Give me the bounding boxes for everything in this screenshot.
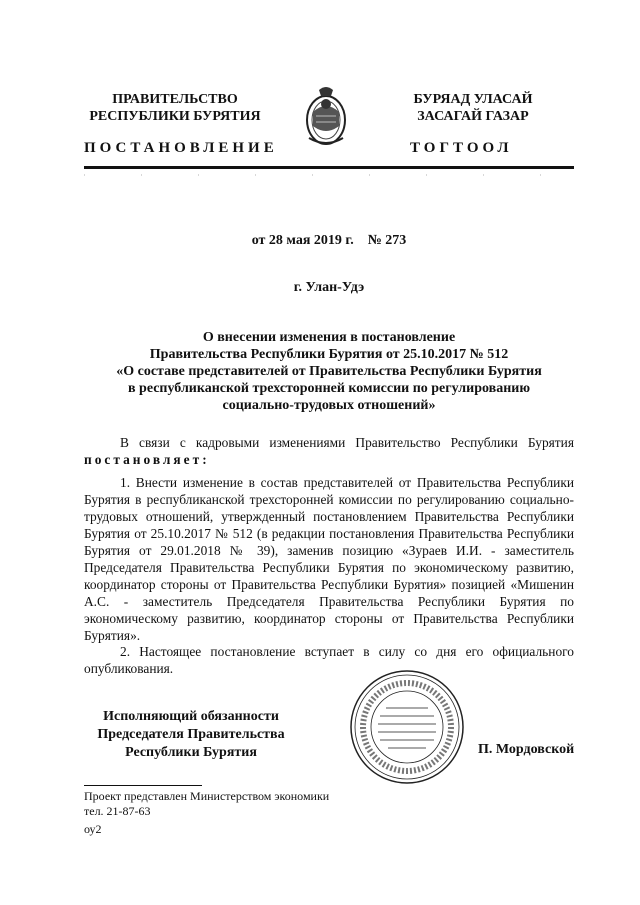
signatory-name: П. Мордовской: [478, 742, 575, 757]
header-left: [70, 91, 280, 125]
document-title: [84, 329, 574, 414]
doctype-right: ТОГТООЛ: [410, 140, 513, 156]
place: г. Улан-Удэ: [293, 280, 365, 295]
intro-paragraph: [84, 434, 574, 468]
header-left-line2: РЕСПУБЛИКИ БУРЯТИЯ: [89, 109, 261, 124]
item-2: 2. Настоящее постановление вступает в силу со дня его официального опубликования.: [84, 644, 574, 676]
title-line: «О составе представителей от Правительства Республики Бурятия: [116, 364, 542, 379]
title-line: в республиканской трехсторонней комиссии по регулированию: [127, 381, 531, 396]
footnote: [84, 789, 329, 819]
title-line: Правительства Республики Бурятия от 25.10.2017 № 512: [149, 347, 509, 362]
header-right-line1: БУРЯАД УЛАСАЙ: [413, 92, 533, 107]
republic-emblem-icon: [301, 82, 351, 150]
title-line: О внесении изменения в постановление: [202, 330, 456, 345]
document-code: оу2: [84, 822, 102, 836]
date-number: от 28 мая 2019 г. № 273: [251, 233, 407, 248]
decree-word: постановляет:: [84, 452, 210, 467]
dotted-divider: [84, 172, 574, 178]
intro-text: В связи с кадровыми изменениями Правительство Республики Бурятия: [120, 435, 574, 450]
header-right: [383, 91, 563, 125]
doctype-left: ПОСТАНОВЛЕНИЕ: [84, 140, 278, 156]
header-divider: [84, 166, 574, 169]
footnote-line2: тел. 21-87-63: [84, 804, 151, 818]
item-1: 1. Внести изменение в состав представителей от Правительства Республики Бурятия в республиканской трехсторонней комиссии по регулированию социально-трудовых отношений, утвержденный постановлением Правительства Республики Бурятия от 25.10.2017 № 512 (в редакции постановления Правительства Республики Бурятия от 29.01.2018 № 39), заменив позицию «Зураев И.И. - заместитель Председателя Правительства Республики Бурятия по экономическому развитию, координатор стороны от Правительства Республики Бурятия» позицией «Мишенин А.С. - заместитель Председателя Правительства Республики Бурятия по экономическому развитию, координатор стороны от Правительства Республики Бурятия».: [84, 475, 574, 643]
signatory-line2: Председателя Правительства: [97, 727, 285, 742]
header-left-line1: ПРАВИТЕЛЬСТВО: [112, 92, 238, 107]
signatory-line3: Республики Бурятия: [125, 745, 257, 760]
signatory-title: [96, 708, 286, 762]
footnote-divider: [84, 785, 202, 786]
footnote-line1: Проект представлен Министерством экономики: [84, 789, 330, 803]
signatory-line1: Исполняющий обязанности: [103, 709, 279, 724]
official-seal-icon: [348, 668, 466, 786]
title-line: социально-трудовых отношений»: [222, 398, 436, 413]
header-right-line2: ЗАСАГАЙ ГАЗАР: [417, 109, 529, 124]
